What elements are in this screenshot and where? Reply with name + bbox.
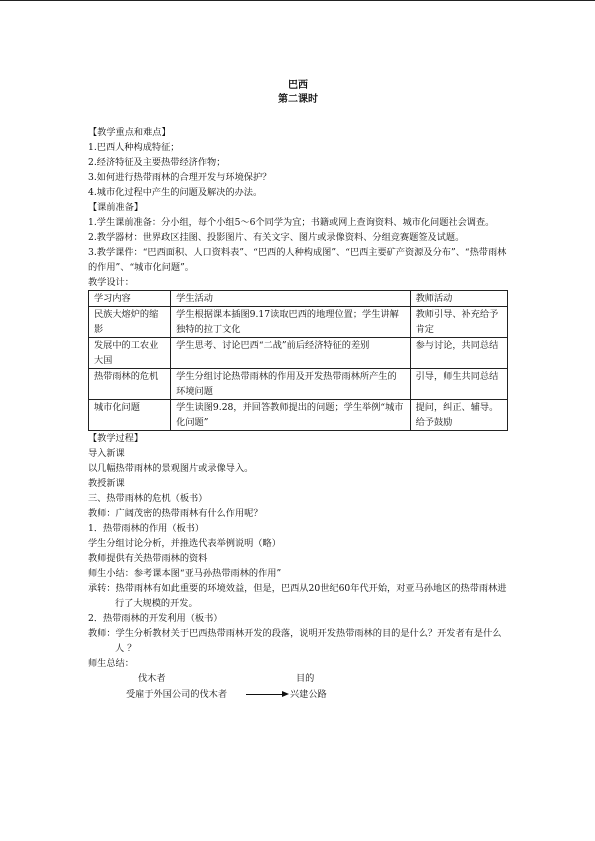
table-cell: 热带雨林的危机 [89, 369, 171, 400]
diagram-purpose-item: 兴建公路 [290, 689, 327, 700]
teaching-design-table [88, 290, 508, 431]
table-header-row [89, 291, 508, 307]
student-activity: 学生分组讨论分析，并推选代表举例说明（略） [88, 538, 281, 549]
intro-text: 以几幅热带雨林的景观图片或录像导入。 [88, 463, 254, 474]
table-cell: 学生读图9.28，并回答教师提出的问题；学生举例“城市化问题” [171, 400, 410, 431]
preparation-item: 2.教学器材：世界政区挂图、投影图片、有关文字、图片或录像资料、分组竞赛题签及试题。 [88, 232, 465, 243]
new-lesson-label: 教授新课 [88, 478, 125, 489]
table-cell: 教师引导、补充给予肯定 [410, 307, 507, 338]
table-cell: 参与讨论，共同总结 [410, 338, 507, 369]
top-rule [0, 0, 595, 1]
teacher-activity: 教师提供有关热带雨林的资料 [88, 553, 208, 564]
transition-text: 承转：热带雨林有如此重要的环境效益，但是，巴西从20世纪60年代开始，对亚马孙地区的热带雨林进行了大规模的开发。 [88, 583, 507, 609]
point-heading: 1．热带雨林的作用（板书） [88, 523, 205, 534]
table-cell: 城市化问题 [89, 400, 171, 431]
key-points-heading: 【教学重点和难点】 [88, 127, 171, 138]
table-row [89, 338, 508, 369]
table-header-cell: 学习内容 [89, 291, 171, 307]
arrow-head-icon [282, 691, 289, 697]
summary-text: 师生小结：参考课本图“亚马孙热带雨林的作用” [88, 568, 282, 579]
table-row [89, 400, 508, 431]
preparation-item: 1.学生课前准备：分小组，每个小组5～6个同学为宜；书籍或网上查询资料、城市化问题社会调查。 [88, 217, 495, 228]
table-cell: 引导，师生共同总结 [410, 369, 507, 400]
key-point-item: 3.如何进行热带雨林的合理开发与环境保护？ [88, 172, 272, 183]
page-title: 巴西 [288, 80, 308, 91]
document-body [88, 125, 508, 703]
point-heading: 2．热带雨林的开发利用（板书） [88, 613, 223, 624]
diagram-header-loggers: 伐木者 [138, 673, 166, 684]
key-point-item: 1.巴西人种构成特征； [88, 142, 180, 153]
intro-label: 导入新课 [88, 448, 125, 459]
table-cell: 提问，纠正、辅导。给予鼓励 [410, 400, 507, 431]
key-point-item: 2.经济特征及主要热带经济作物； [88, 157, 226, 168]
diagram-header-purpose: 目的 [296, 673, 315, 684]
table-header-cell: 学生活动 [171, 291, 410, 307]
table-row [89, 307, 508, 338]
table-cell: 学生思考、讨论巴西“二战”前后经济特征的差别 [171, 338, 410, 369]
preparation-item: 3.教学课件：“巴西面积、人口资料表”、“巴西的人种构成图”、“巴西主要矿产资源及分布”、“热带雨林的作用”、“城市化问题”。 [88, 247, 507, 273]
logger-purpose-diagram [88, 671, 508, 703]
section-heading: 三、热带雨林的危机（板书） [88, 493, 208, 504]
table-cell: 发展中的工农业大国 [89, 338, 171, 369]
table-row [89, 369, 508, 400]
right-arrow-icon [246, 694, 284, 695]
design-label: 教学设计： [88, 277, 134, 288]
table-cell: 学生根据课本插图9.17读取巴西的地理位置；学生讲解独特的拉丁文化 [171, 307, 410, 338]
page-subtitle: 第二课时 [278, 94, 318, 105]
key-point-item: 4.城市化过程中产生的问题及解决的办法。 [88, 187, 263, 198]
table-header-cell: 教师活动 [410, 291, 507, 307]
teacher-question: 教师：学生分析教材关于巴西热带雨林开发的段落，说明开发热带雨林的目的是什么？开发者有是什么人 ？ [88, 628, 502, 654]
summary-label: 师生总结： [88, 658, 134, 669]
table-cell: 学生分组讨论热带雨林的作用及开发热带雨林所产生的环境问题 [171, 369, 410, 400]
diagram-logger-item: 受雇于外国公司的伐木者 [126, 689, 228, 700]
process-heading: 【教学过程】 [88, 433, 144, 444]
preparation-heading: 【课前准备】 [88, 202, 144, 213]
table-cell: 民族大熔炉的缩影 [89, 307, 171, 338]
teacher-question: 教师：广阔茂密的热带雨林有什么作用呢？ [88, 508, 263, 519]
